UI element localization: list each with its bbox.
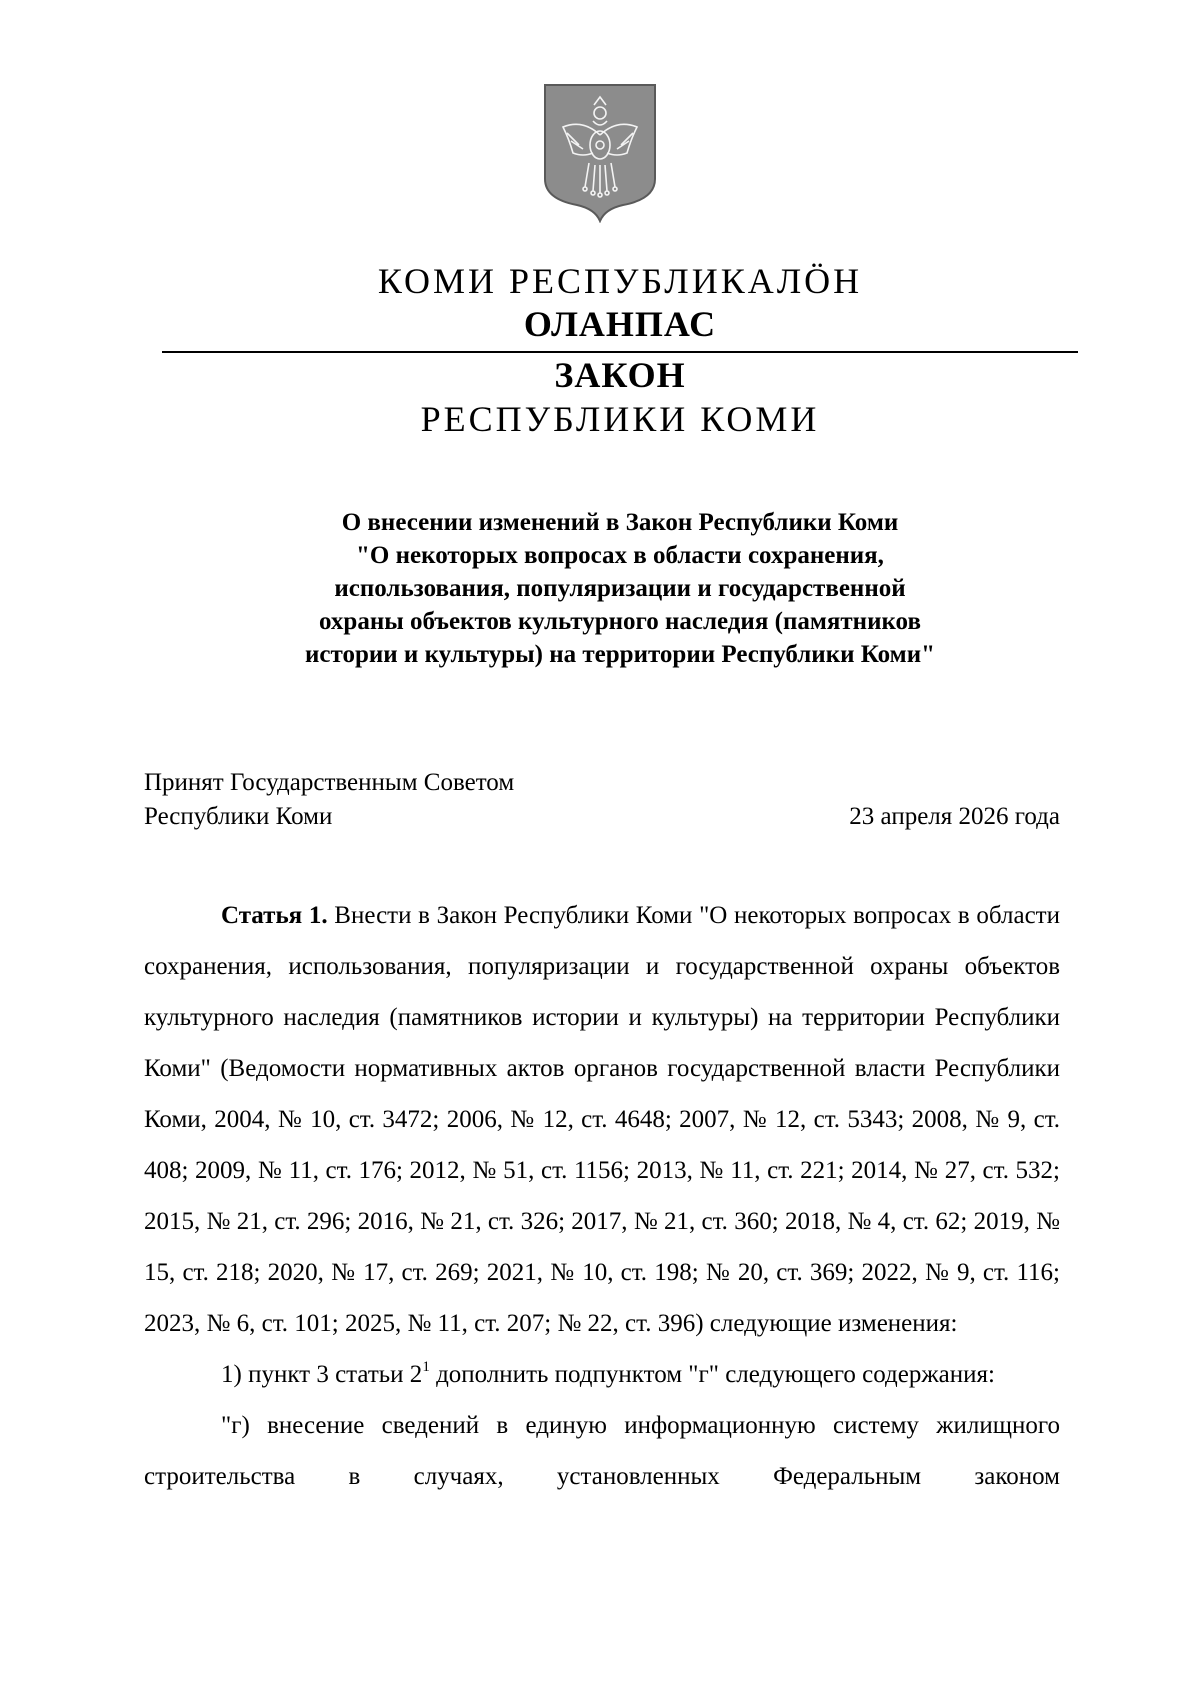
item-1-paragraph <box>144 1349 1060 1400</box>
title-line: охраны объектов культурного наследия (памятников <box>319 608 921 635</box>
article-1-text: Внести в Закон Республики Коми "О некоторых вопросах в области сохранения, использования, популяризации и государственной охраны объектов культурного наследия (памятников истории и культуры) на территории Республики Коми" (Ведомости нормативных актов органов государственной власти Республики Коми, 2004, № 10, ст. 3472; 2006, № 12, ст. 4648; 2007, № 12, ст. 5343; 2008, № 9, ст. 408; 2009, № 11, ст. 176; 2012, № 51, ст. 1156; 2013, № 11, ст. 221; 2014, № 27, ст. 532; 2015, № 21, ст. 296; 2016, № 21, ст. 326; 2017, № 21, ст. 360; 2018, № 4, ст. 62; 2019, № 15, ст. 218; 2020, № 17, ст. 269; 2021, № 10, ст. 198; № 20, ст. 369; 2022, № 9, ст. 116; 2023, № 6, ст. 101; 2025, № 11, ст. 207; № 22, ст. 396) следующие изменения: <box>144 902 1060 1337</box>
item-1-text-rest: дополнить подпунктом "г" следующего содержания: <box>429 1361 995 1388</box>
subitem-g-paragraph: "г) внесение сведений в единую информационную систему жилищного строительства в случаях, установленных Федеральным законом <box>144 1412 1060 1490</box>
law-title <box>160 506 1080 671</box>
header-divider <box>162 351 1078 353</box>
header-komi-republic: КОМИ РЕСПУБЛИКАЛӦН <box>377 261 863 301</box>
adoption-date: 23 апреля 2026 года <box>849 803 1060 830</box>
title-line: О внесении изменений в Закон Республики Коми <box>341 509 899 536</box>
title-line: "О некоторых вопросах в области сохранения, <box>356 542 884 569</box>
header-zakon: ЗАКОН <box>554 355 686 395</box>
komi-coat-of-arms-icon <box>543 83 657 223</box>
header-olanpas: ОЛАНПАС <box>523 304 717 344</box>
adoption-line: Принят Государственным Советом <box>144 769 515 796</box>
title-line: использования, популяризации и государственной <box>334 575 906 602</box>
adoption-note <box>144 766 514 834</box>
item-1-text: 1) пункт 3 статьи 2 <box>221 1361 423 1388</box>
header-republic-komi: РЕСПУБЛИКИ КОМИ <box>420 399 820 439</box>
article-1-paragraph <box>144 890 1060 1349</box>
adoption-line: Республики Коми <box>144 803 333 830</box>
item-1-superscript: 1 <box>422 1359 430 1375</box>
law-body <box>144 890 1060 1502</box>
article-1-label: Статья 1. <box>221 902 328 929</box>
title-line: истории и культуры) на территории Республики Коми" <box>305 641 935 668</box>
